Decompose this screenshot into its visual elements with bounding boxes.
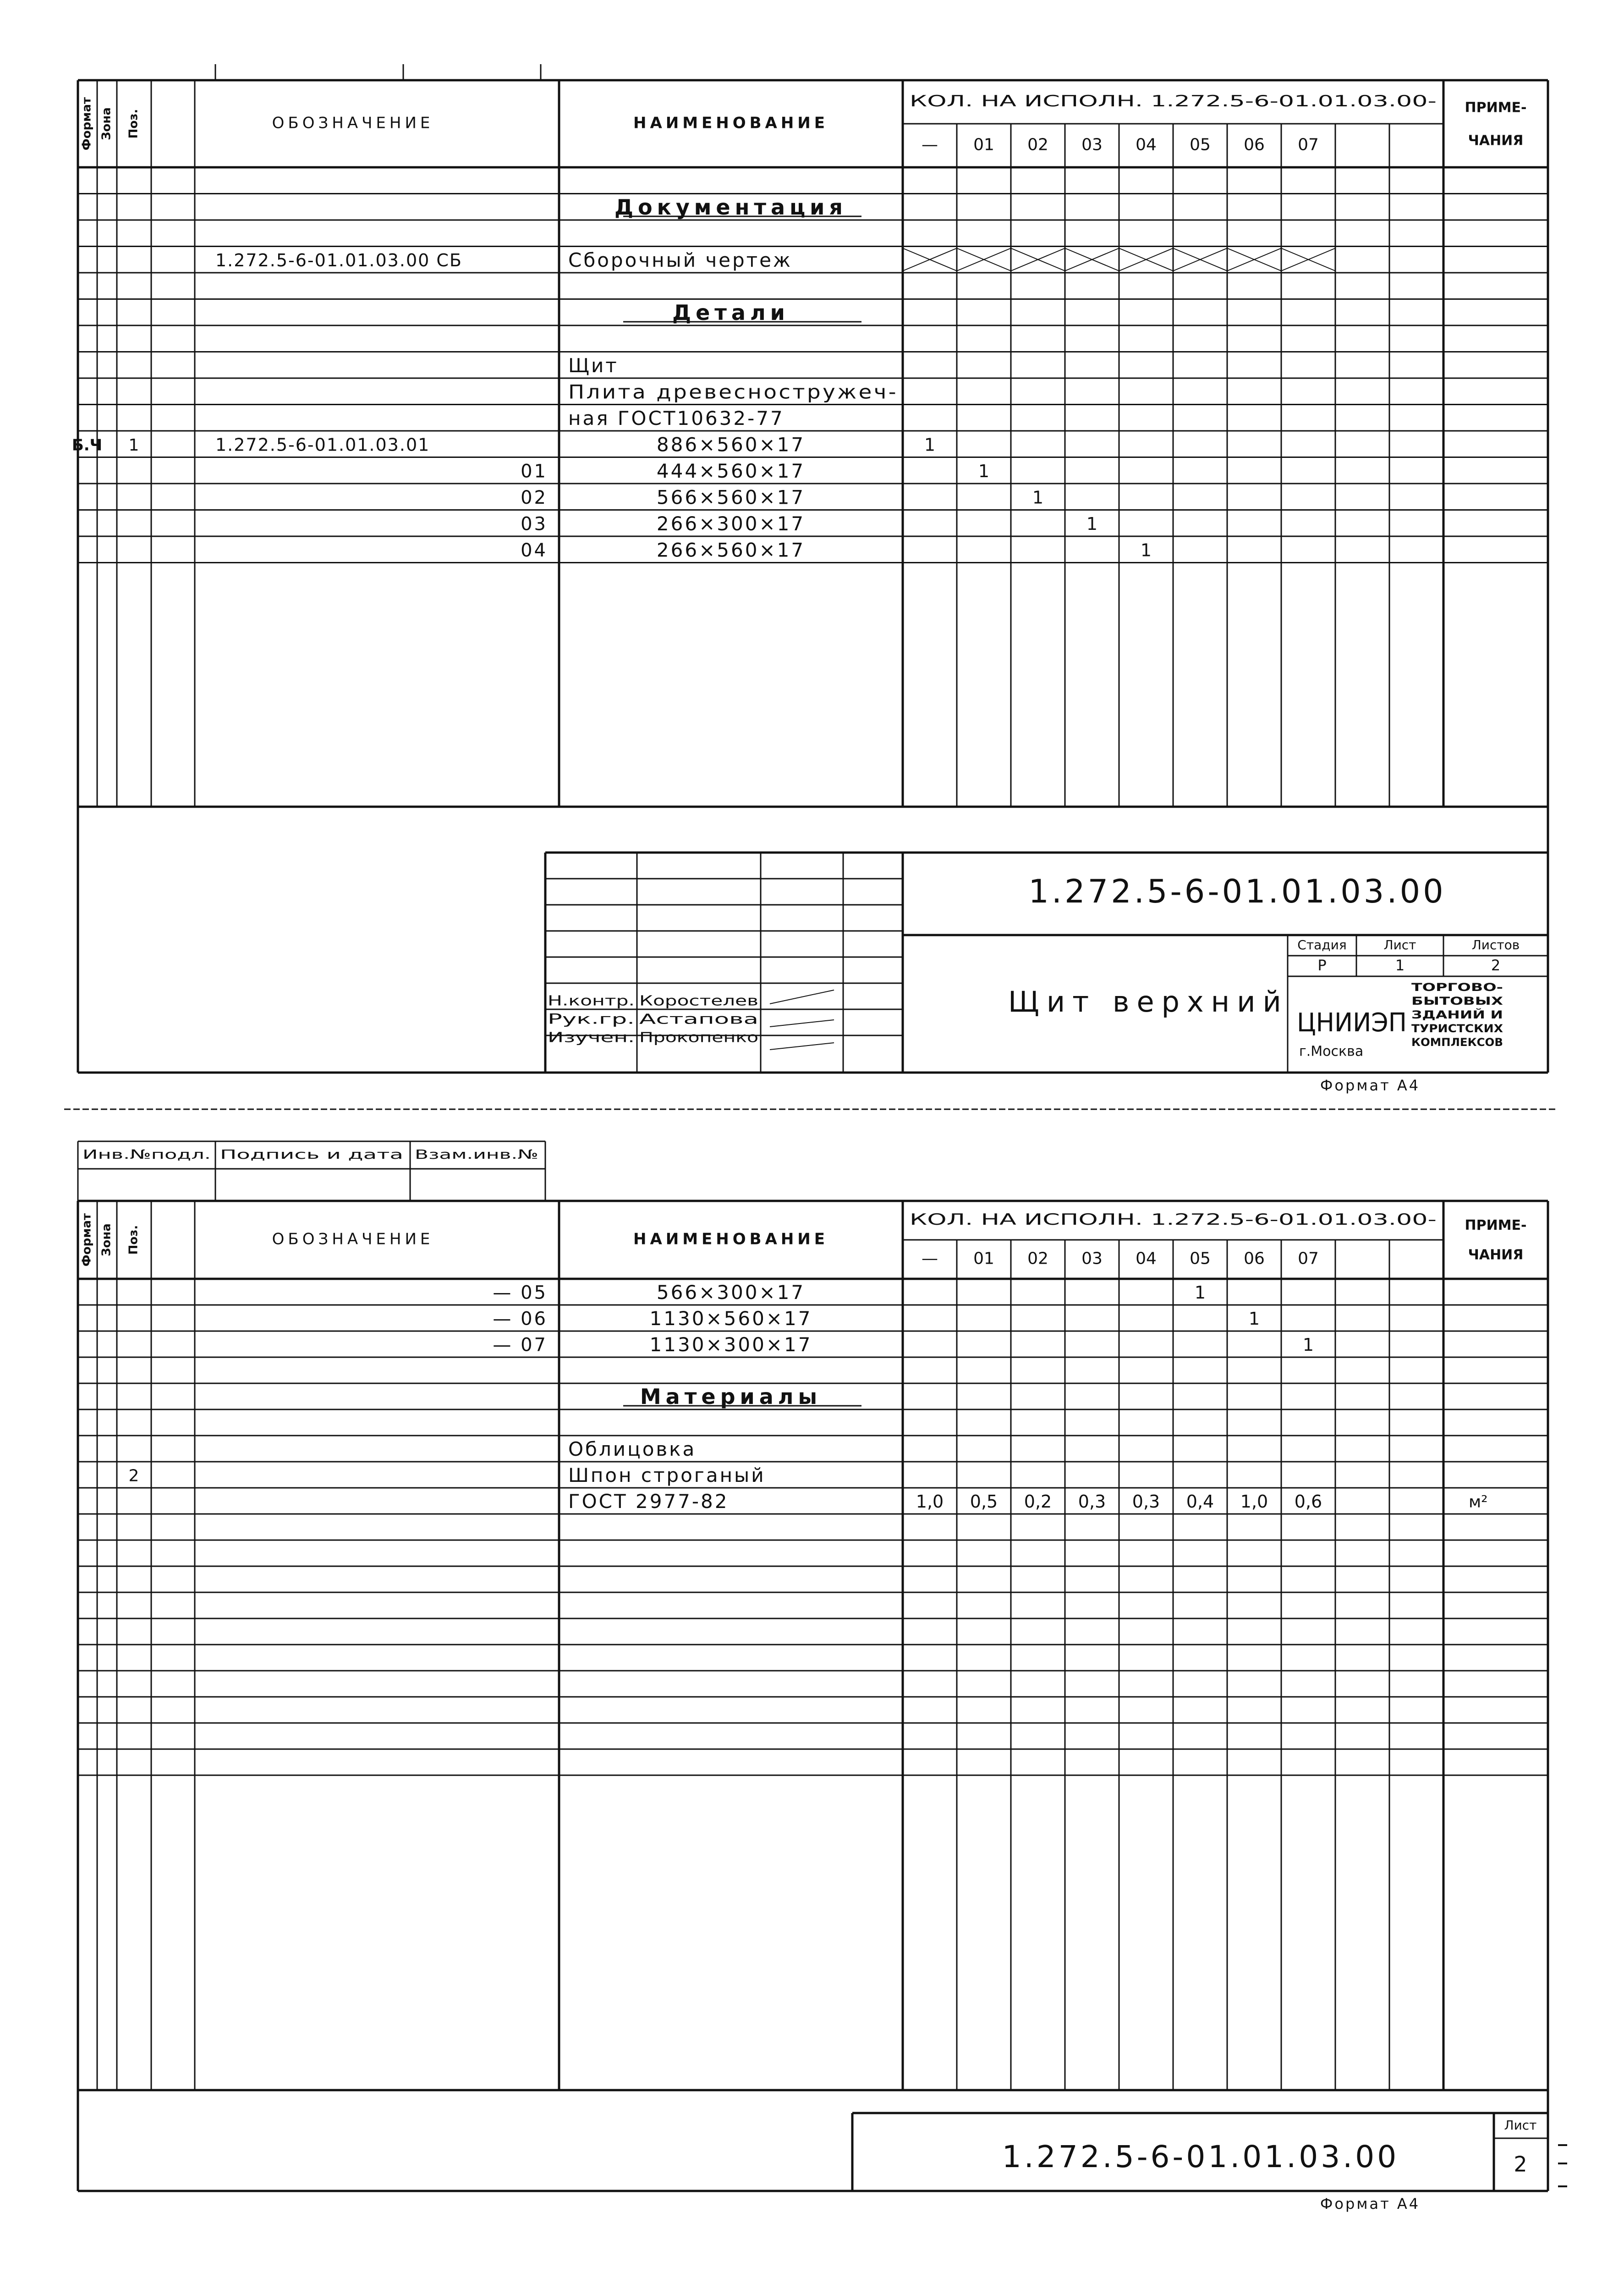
s1-header-note: ПРИМЕ- (1465, 99, 1527, 116)
s2-footer-code: 1.272.5-6-01.01.03.00 (1002, 2139, 1399, 2175)
s2-qty-value: 1 (1248, 1309, 1260, 1329)
s1-tb-role: Изучен. (548, 1029, 635, 1046)
s2-header-designation: ОБОЗНАЧЕНИЕ (272, 1230, 434, 1249)
s2-row-name: ГОСТ 2977-82 (568, 1490, 729, 1513)
s1-tb-sheets-label: Листов (1471, 937, 1520, 952)
s1-tb-person: Коростелев (639, 993, 758, 1009)
s1-row-format: Б.Ч (71, 436, 103, 455)
signature-icon (770, 990, 834, 1004)
s1-row-name: ная ГОСТ10632-77 (568, 407, 785, 429)
s2-row-name: 566×300×17 (656, 1281, 806, 1304)
s2-qty-value: 0,3 (1132, 1491, 1160, 1512)
s2-qty-value: 0,3 (1078, 1491, 1106, 1512)
s1-tb-role: Н.контр. (548, 993, 635, 1009)
s1-tb-city: г.Москва (1299, 1043, 1364, 1060)
s1-row-name: 444×560×17 (656, 459, 806, 482)
s2-row-pos: 2 (128, 1466, 139, 1486)
s2-footer-sheet-label: Лист (1504, 2118, 1537, 2133)
s2-row-name: Облицовка (568, 1438, 697, 1460)
s1-header-pos: Поз. (126, 109, 141, 139)
s1-variant-7: 07 (1298, 135, 1319, 154)
s1-tb-org-note: БЫТОВЫХ (1411, 995, 1503, 1007)
s2-row-name: 1130×300×17 (649, 1333, 812, 1356)
s2-header-format: Формат (80, 1213, 94, 1267)
s1-qty-value: 1 (978, 461, 990, 481)
s1-row-designation: 1.272.5-6-01.01.03.00 СБ (215, 250, 462, 270)
s2-stamp-inv: Инв.№подл. (82, 1147, 211, 1162)
s2-qty-value: 1 (1194, 1282, 1206, 1303)
s2-header-pos: Поз. (126, 1225, 141, 1255)
s2-variant-6: 06 (1244, 1249, 1265, 1268)
s1-qty-value: 1 (1140, 540, 1152, 561)
s1-row-designation: 03 (521, 513, 548, 535)
s2-format-label: Формат А4 (1320, 2195, 1421, 2212)
s2-variant-3: 03 (1081, 1249, 1103, 1268)
s1-variant-5: 05 (1190, 135, 1211, 154)
s2-row-designation: — 07 (493, 1334, 548, 1356)
s1-row-name: Сборочный чертеж (568, 248, 792, 271)
s1-row-designation: 04 (521, 539, 548, 561)
s2-row-designation: — 06 (493, 1308, 548, 1330)
s1-section-heading: Документация (614, 194, 847, 220)
s1-tb-org-note: КОМПЛЕКСОВ (1411, 1036, 1503, 1049)
s1-tb-stage: Р (1317, 957, 1327, 974)
s2-stamp-sign: Подпись и дата (220, 1147, 403, 1162)
s2-row-note: м² (1469, 1492, 1488, 1512)
s1-tb-code: 1.272.5-6-01.01.03.00 (1028, 873, 1446, 911)
s2-section-heading: Материалы (640, 1384, 822, 1409)
s1-row-designation: 02 (521, 487, 548, 508)
s1-tb-sheet: 1 (1395, 957, 1405, 974)
s1-tb-title: Щит верхний (1008, 985, 1289, 1019)
s2-qty-value: 1,0 (916, 1491, 944, 1512)
s1-row-name: 566×560×17 (656, 486, 806, 509)
s1-tb-person: Астапова (639, 1011, 758, 1028)
s1-row-name: Плита древесностружеч- (568, 380, 898, 403)
s2-qty-value: 1 (1302, 1335, 1314, 1355)
s2-qty-value: 0,6 (1294, 1491, 1322, 1512)
s2-qty-value: 0,2 (1024, 1491, 1052, 1512)
s1-tb-org-note: ТУРИСТСКИХ (1411, 1022, 1503, 1035)
s2-variant-7: 07 (1298, 1249, 1319, 1268)
s1-tb-role: Рук.гр. (548, 1011, 635, 1028)
s1-tb-org: ЦНИИЭП (1297, 1008, 1407, 1038)
s1-variant-6: 06 (1244, 135, 1265, 154)
signature-icon (770, 1043, 834, 1050)
s2-header-note: ЧАНИЯ (1468, 1247, 1524, 1263)
s2-qty-value: 0,4 (1186, 1491, 1214, 1512)
s1-row-designation: 01 (521, 461, 548, 482)
s2-qty-value: 0,5 (970, 1491, 998, 1512)
s1-tb-person: Прокопенко (639, 1029, 758, 1046)
signature-icon (770, 1020, 834, 1027)
s2-variant-5: 05 (1190, 1249, 1211, 1268)
s2-row-designation: — 05 (493, 1282, 548, 1304)
s1-tb-org-note: ТОРГОВО- (1411, 981, 1503, 994)
s2-variant-2: 02 (1027, 1249, 1048, 1268)
s1-variant-1: 01 (973, 135, 994, 154)
s1-row-name: 266×300×17 (656, 512, 806, 535)
s1-header-qty-title: КОЛ. НА ИСПОЛН. 1.272.5-6-01.01.03.00- (910, 92, 1437, 110)
s1-header-designation: ОБОЗНАЧЕНИЕ (272, 114, 434, 132)
s2-variant-0: — (922, 1249, 938, 1268)
s1-row-name: 886×560×17 (656, 433, 806, 456)
s1-header-zone: Зона (99, 107, 114, 140)
s1-header-format: Формат (80, 97, 94, 151)
s1-section-heading: Детали (672, 300, 790, 325)
s2-row-name: Шпон строганый (568, 1464, 766, 1486)
s2-header-name: НАИМЕНОВАНИЕ (633, 1230, 829, 1249)
s1-tb-sheets: 2 (1491, 957, 1501, 974)
s1-row-pos: 1 (128, 435, 139, 455)
s1-header-note: ЧАНИЯ (1468, 132, 1524, 149)
s2-header-qty-title: КОЛ. НА ИСПОЛН. 1.272.5-6-01.01.03.00- (910, 1211, 1437, 1229)
s2-stamp-vzam: Взам.инв.№ (415, 1147, 538, 1162)
s2-header-note: ПРИМЕ- (1465, 1217, 1527, 1233)
s2-header-zone: Зона (99, 1223, 114, 1256)
s1-header-name: НАИМЕНОВАНИЕ (633, 114, 829, 132)
s1-format-label: Формат А4 (1320, 1077, 1421, 1094)
s2-row-name: 1130×560×17 (649, 1307, 812, 1330)
s1-row-name: 266×560×17 (656, 539, 806, 561)
s1-variant-2: 02 (1027, 135, 1048, 154)
s1-tb-sheet-label: Лист (1383, 937, 1416, 952)
s1-variant-0: — (922, 135, 938, 154)
s1-variant-4: 04 (1136, 135, 1157, 154)
s2-qty-value: 1,0 (1240, 1491, 1268, 1512)
s1-qty-value: 1 (1032, 487, 1044, 508)
s1-tb-stage-label: Стадия (1297, 937, 1347, 952)
s1-qty-value: 1 (924, 435, 936, 455)
text-layer (72, 92, 1537, 2212)
s1-variant-3: 03 (1081, 135, 1103, 154)
s1-row-name: Щит (568, 354, 619, 377)
s1-qty-value: 1 (1086, 513, 1098, 534)
s2-footer-sheet: 2 (1514, 2152, 1527, 2177)
s2-variant-4: 04 (1136, 1249, 1157, 1268)
s1-tb-org-note: ЗДАНИЙ И (1411, 1008, 1478, 1021)
s2-variant-1: 01 (973, 1249, 994, 1268)
s1-row-designation: 1.272.5-6-01.01.03.01 (215, 435, 430, 455)
